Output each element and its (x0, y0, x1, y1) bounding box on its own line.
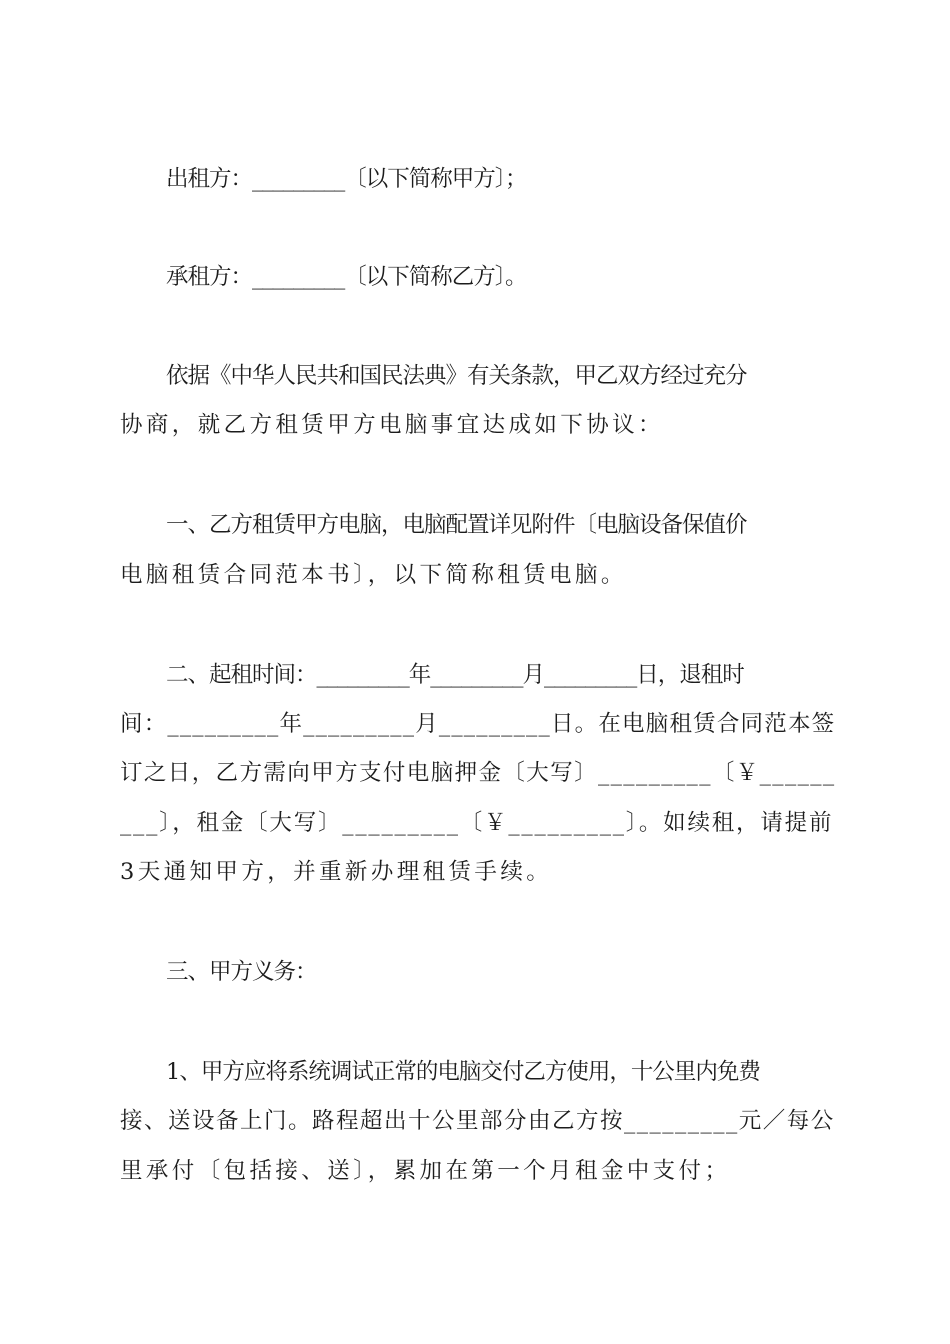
clause-3-item-1-line-3: 里承付〔包括接、送〕，累加在第一个月租金中支付； (120, 1158, 731, 1184)
clause-3-item-1-line-1: 1、甲方应将系统调试正常的电脑交付乙方使用，十公里内免费 (166, 1059, 760, 1085)
clause-3-item-1-line-2: 接、送设备上门。路程超出十公里部分由乙方按_________元／每公 (120, 1108, 835, 1134)
clause-2-line-2: 间：_________年_________月_________日。在电脑租赁合同范本签 (120, 711, 836, 737)
clause-2-line-4: ___〕，租金〔大写〕_________〔￥_________〕。如续租，请提前 (120, 810, 834, 836)
clause-1-line-1: 一、乙方租赁甲方电脑，电脑配置详见附件〔电脑设备保值价 (166, 512, 747, 538)
lessee-line: 承租方：_________〔以下简称乙方〕。 (166, 264, 527, 290)
preamble-line-2: 协商，就乙方租赁甲方电脑事宜达成如下协议： (120, 412, 664, 438)
clause-1-line-2: 电脑租赁合同范本书〕，以下简称租赁电脑。 (120, 562, 627, 588)
clause-2-line-3: 订之日，乙方需向甲方支付电脑押金〔大写〕_________〔￥______ (120, 760, 836, 786)
lessor-line: 出租方：_________〔以下简称甲方〕； (166, 166, 527, 192)
clause-2-line-5: 3天通知甲方，并重新办理租赁手续。 (120, 859, 553, 885)
clause-3-heading: 三、甲方义务： (166, 959, 317, 985)
preamble-line-1: 依据《中华人民共和国民法典》有关条款，甲乙双方经过充分 (166, 363, 747, 389)
clause-2-line-1: 二、起租时间：_________年_________月_________日，退租时 (166, 662, 744, 688)
